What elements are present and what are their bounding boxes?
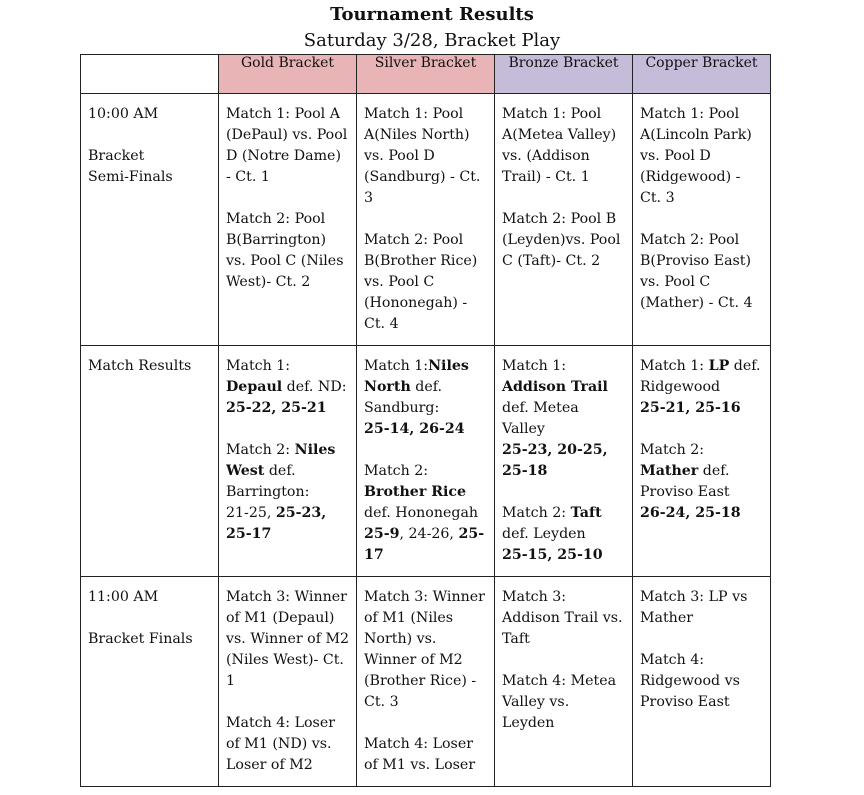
winner-name: Mather <box>640 463 699 479</box>
match-1-result: Match 1: LP def. Ridgewood 25-21, 25-16 <box>640 358 761 416</box>
match-2-result: Match 2: Taft def. Leyden 25-15, 25-10 <box>502 505 603 563</box>
match-2-text: Match 2: Pool B(Brother Rice) vs. Pool C (Hononegah) - Ct. 4 <box>364 232 478 332</box>
match-3-text: Match 3: Winner of M1 (Depaul) vs. Winner of M2 (Niles West)- Ct. 1 <box>226 589 350 689</box>
score: 25-23, 20-25, 25-18 <box>502 442 608 479</box>
row-label-line: Match Results <box>88 358 192 374</box>
row-label-time: 10:00 AM <box>88 106 159 122</box>
match-1-result: Match 1: Addison Trail def. Metea Valley 25-23, 20-25, 25-18 <box>502 358 608 479</box>
match-2-result: Match 2: Mather def. Proviso East 26-24, 25-18 <box>640 442 741 521</box>
score: 25-17 <box>364 526 485 563</box>
match-1-text: Match 1: Pool A(Metea Valley) vs. (Addison Trail) - Ct. 1 <box>502 106 617 185</box>
score: 25-21, 25-16 <box>640 400 741 416</box>
score: 25-9 <box>364 526 400 542</box>
table-cell <box>219 94 357 346</box>
winner-name: Niles West <box>226 442 336 479</box>
row-label-line: Bracket <box>88 148 145 164</box>
score: 25-15, 25-10 <box>502 547 603 563</box>
winner-name: Addison Trail <box>502 379 608 395</box>
score: 25-23, 25-17 <box>226 505 327 542</box>
row-label-finals <box>81 577 219 787</box>
document-subtitle: Saturday 3/28, Bracket Play <box>303 30 561 51</box>
match-1-text: Match 1: Pool A(Niles North) vs. Pool D (Sandburg) - Ct. 3 <box>364 106 481 206</box>
score: 25-22, 25-21 <box>226 400 327 416</box>
results-table <box>80 54 771 787</box>
row-label-results <box>81 346 219 577</box>
match-1-result: Match 1:Niles North def. Sandburg: 25-14, 26-24 <box>364 358 469 437</box>
column-header-gold: Gold Bracket <box>219 55 357 94</box>
winner-name: Taft <box>570 505 602 521</box>
match-2-text: Match 2: Pool B(Proviso East) vs. Pool C (Mather) - Ct. 4 <box>640 232 753 311</box>
score: 25-14, 26-24 <box>364 421 465 437</box>
match-4-text: Match 4: Loser of M1 vs. Loser <box>364 736 476 773</box>
table-cell <box>357 346 495 577</box>
table-cell <box>633 346 771 577</box>
row-label-semifinals <box>81 94 219 346</box>
match-3-text: Match 3: Winner of M1 (Niles North) vs. Winner of M2 (Brother Rice) - Ct. 3 <box>364 589 485 710</box>
row-label-line: Bracket Finals <box>88 631 193 647</box>
match-2-result: Match 2: Niles West def. Barrington: 21-25, 25-23, 25-17 <box>226 442 336 542</box>
score: 26-24, 25-18 <box>640 505 741 521</box>
match-4-text: Match 4: Metea Valley vs. Leyden <box>502 673 617 731</box>
table-cell <box>633 577 771 787</box>
match-1-result: Match 1: Depaul def. ND: 25-22, 25-21 <box>226 358 347 416</box>
match-3-text: Match 3: Addison Trail vs. Taft <box>502 589 623 647</box>
table-row-results <box>81 346 771 577</box>
match-3-text: Match 3: LP vs Mather <box>640 589 748 626</box>
table-cell <box>219 346 357 577</box>
match-4-text: Match 4: Ridgewood vs Proviso East <box>640 652 740 710</box>
winner-name: LP <box>708 358 730 374</box>
table-cell <box>357 577 495 787</box>
table-cell <box>357 94 495 346</box>
match-2-text: Match 2: Pool B(Barrington) vs. Pool C (Niles West)- Ct. 2 <box>226 211 344 290</box>
table-cell <box>495 94 633 346</box>
match-1-text: Match 1: Pool A (DePaul) vs. Pool D (Notre Dame) - Ct. 1 <box>226 106 348 185</box>
row-label-line: Semi-Finals <box>88 169 173 185</box>
winner-name: Niles North <box>364 358 469 395</box>
match-1-text: Match 1: Pool A(Lincoln Park) vs. Pool D (Ridgewood) - Ct. 3 <box>640 106 752 206</box>
column-header-silver: Silver Bracket <box>357 55 495 94</box>
winner-name: Brother Rice <box>364 484 467 500</box>
match-2-result: Match 2: Brother Rice def. Hononegah 25-9, 24-26, 25-17 <box>364 463 485 563</box>
match-2-text: Match 2: Pool B (Leyden)vs. Pool C (Taft)- Ct. 2 <box>502 211 621 269</box>
column-header-bronze: Bronze Bracket <box>495 55 633 94</box>
corner-cell <box>81 55 219 94</box>
match-4-text: Match 4: Loser of M1 (ND) vs. Loser of M2 <box>226 715 336 773</box>
table-cell <box>495 577 633 787</box>
winner-name: Depaul <box>226 379 283 395</box>
table-cell <box>495 346 633 577</box>
table-cell <box>633 94 771 346</box>
column-header-copper: Copper Bracket <box>633 55 771 94</box>
document-title: Tournament Results <box>330 4 534 25</box>
header-row <box>81 55 771 94</box>
table-cell <box>219 577 357 787</box>
row-label-time: 11:00 AM <box>88 589 159 605</box>
table-row-semifinals <box>81 94 771 346</box>
table-row-finals <box>81 577 771 787</box>
